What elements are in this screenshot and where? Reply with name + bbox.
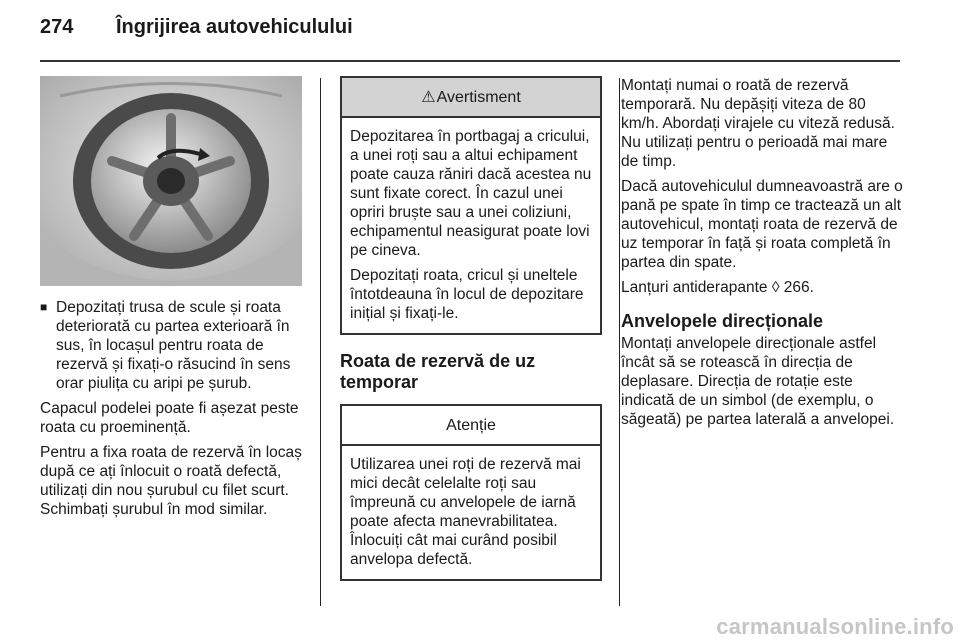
caution-box bbox=[340, 404, 602, 581]
page-reference-icon[interactable]: ◊ bbox=[771, 279, 780, 296]
page-number: 274 bbox=[40, 16, 74, 38]
column-divider bbox=[320, 78, 321, 606]
warning-box bbox=[340, 76, 602, 335]
paragraph: Pentru a fixa roata de rezervă în locaș după ce ați înlocuit o roată defectă, utilizați din nou șurubul cu filet scurt. Schimbați șurubul în mod similar. bbox=[40, 444, 302, 518]
column-divider bbox=[619, 78, 620, 606]
list-item: ■ Depozitați trusa de scule și roata deteriorată cu partea exterioară în sus, în locașul pentru roata de rezervă și fixați-o răsucind în sens orar piulița cu aripi pe șurub. bbox=[40, 299, 291, 392]
column-3 bbox=[621, 76, 903, 435]
warning-icon: ⚠ bbox=[421, 88, 436, 106]
bullet-icon: ■ bbox=[40, 300, 48, 314]
page-header bbox=[40, 16, 353, 46]
watermark: carmanualsonline.info bbox=[716, 614, 954, 639]
section-title: Roata de rezervă de uz temporar bbox=[340, 351, 536, 392]
header-divider bbox=[40, 60, 900, 62]
warning-text: Depozitați roata, cricul și uneltele întotdeauna în locul de depozitare inițial și fixați-le. bbox=[350, 267, 584, 322]
paragraph: Montați numai o roată de rezervă temporară. Nu depășiți viteza de 80 km/h. Abordați virajele cu viteză redusă. Nu utilizați pentru o perioadă mai mare de timp. bbox=[621, 77, 895, 170]
column-1 bbox=[40, 76, 304, 525]
page-reference-link[interactable]: 266. bbox=[779, 279, 814, 296]
caution-header: Atenție bbox=[342, 406, 600, 446]
warning-header: ⚠ Avertisment bbox=[342, 78, 600, 118]
warning-text: Depozitarea în portbagaj a cricului, a unei roți sau a altui echipament poate cauza răniri dacă acestea nu sunt fixate corect. În cazul unei opriri bruște sau a unei coliziuni, echipamentul neasigurat poate lovi pe cineva. bbox=[350, 128, 592, 259]
spare-wheel-photo bbox=[40, 76, 302, 286]
cross-reference: Lanțuri antiderapante ◊ 266. bbox=[621, 279, 814, 296]
paragraph: Montați anvelopele direcționale astfel încât să se rotească în direcția de deplasare. Direcția de rotație este indicată de un simbol (de exemplu, o săgeată) pe partea laterală a anvelopei. bbox=[621, 335, 895, 428]
page-title: Îngrijirea autovehiculului bbox=[116, 16, 353, 38]
paragraph: Capacul podelei poate fi așezat peste roata cu proeminență. bbox=[40, 400, 299, 436]
caution-text: Utilizarea unei roți de rezervă mai mici decât celelalte roți sau împreună cu anvelopele de iarnă poate afecta manevrabilitatea. Înlocuiți cât mai curând posibil anvelopa defectă. bbox=[350, 456, 581, 568]
section-title: Anvelopele direcționale bbox=[621, 311, 824, 331]
column-2 bbox=[340, 76, 602, 597]
paragraph: Dacă autovehiculul dumneavoastră are o pană pe spate în timp ce tractează un alt autovehicul, montați roata de rezervă de uz temporar în față și roata completă în partea din spate. bbox=[621, 178, 903, 271]
